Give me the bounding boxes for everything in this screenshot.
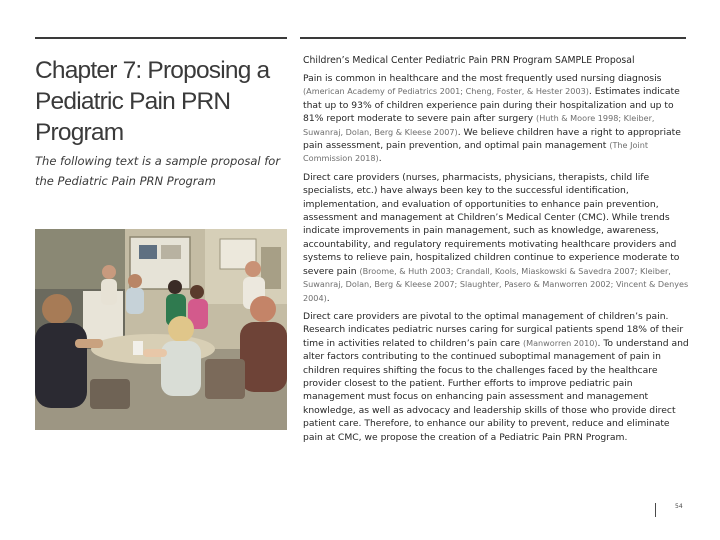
paragraph-pain-prevalence [303, 72, 689, 166]
body-text: Direct care providers (nurses, pharmacists, physicians, therapists, child life specialists, etc.) have always been key to the successful identification, implementation, and evaluation of opportunities to enhance pain prevention, assessment and management at Children’s Medical Center (CMC). While trends indicate improvements in pain management, such as knowledge, awareness, accountability, and regulatory requirements motivating healthcare providers and systems to relieve pain, hospitalized children continue to experience moderate to severe pain [303, 171, 680, 277]
proposal-body [303, 72, 689, 449]
citation: (The Joint Commission 2018) [303, 140, 649, 164]
paragraph-proposal [303, 310, 689, 444]
body-text: . Estimates indicate that up to 93% of children experience pain during their hospitalization and up to 81% report moderate to severe pain after surgery [303, 86, 680, 125]
citation: (Manworren 2010) [522, 337, 598, 348]
meeting-photo [35, 229, 287, 430]
proposal-heading: Children’s Medical Center Pediatric Pain PRN Program SAMPLE Proposal [303, 55, 635, 66]
chapter-subtitle: The following text is a sample proposal for the Pediatric Pain PRN Program [35, 154, 281, 188]
chapter-title: Chapter 7: Proposing a Pediatric Pain PRN Program [35, 57, 270, 146]
footer-divider [655, 503, 656, 517]
meeting-photo-illustration [35, 229, 287, 430]
paragraph-direct-care-providers [303, 171, 689, 305]
body-text: . We believe children have a right to appropriate pain assessment, pain prevention, and optimal pain management [303, 126, 681, 152]
page-number: 54 [675, 503, 683, 510]
citation: (Huth & Moore 1998; Kleiber, Suwanraj, Dolan, Berg & Kleese 2007) [303, 113, 655, 137]
citation: (American Academy of Pediatrics 2001; Cheng, Foster, & Hester 2003) [303, 86, 589, 97]
body-text: Direct care providers are pivotal to the optimal management of children’s pain. Research indicates pediatric nurses caring for surgical patients spend 18% of their time in activities related to children’s pain care [303, 310, 684, 349]
body-text: . [326, 292, 330, 304]
right-top-rule [300, 37, 686, 39]
body-text: . To understand and alter factors contributing to the continued suboptimal management of pain in children requires shifting the focus to the challenges faced by the healthcare provider closest to the patient. Further efforts to improve pediatric pain management must focus on enhancing pain assessment and management knowledge, as well as advocacy and leadership skills of those who provide direct patient care. Therefore, to enhance our ability to prevent, reduce and eliminate pain at CMC, we propose the creation of a Pediatric Pain PRN Program. [303, 337, 689, 443]
left-top-rule [35, 37, 287, 39]
body-text: Pain is common in healthcare and the most frequently used nursing diagnosis [303, 73, 662, 84]
body-text: . [378, 153, 382, 165]
citation: (Broome, & Huth 2003; Crandall, Kools, Miaskowski & Savedra 2007; Kleiber, Suwanraj, Dolan, Berg & Kleese 2007; Slaughter, Pasero & Manworren 2002; Vincent & Denyes 2004) [303, 265, 689, 303]
